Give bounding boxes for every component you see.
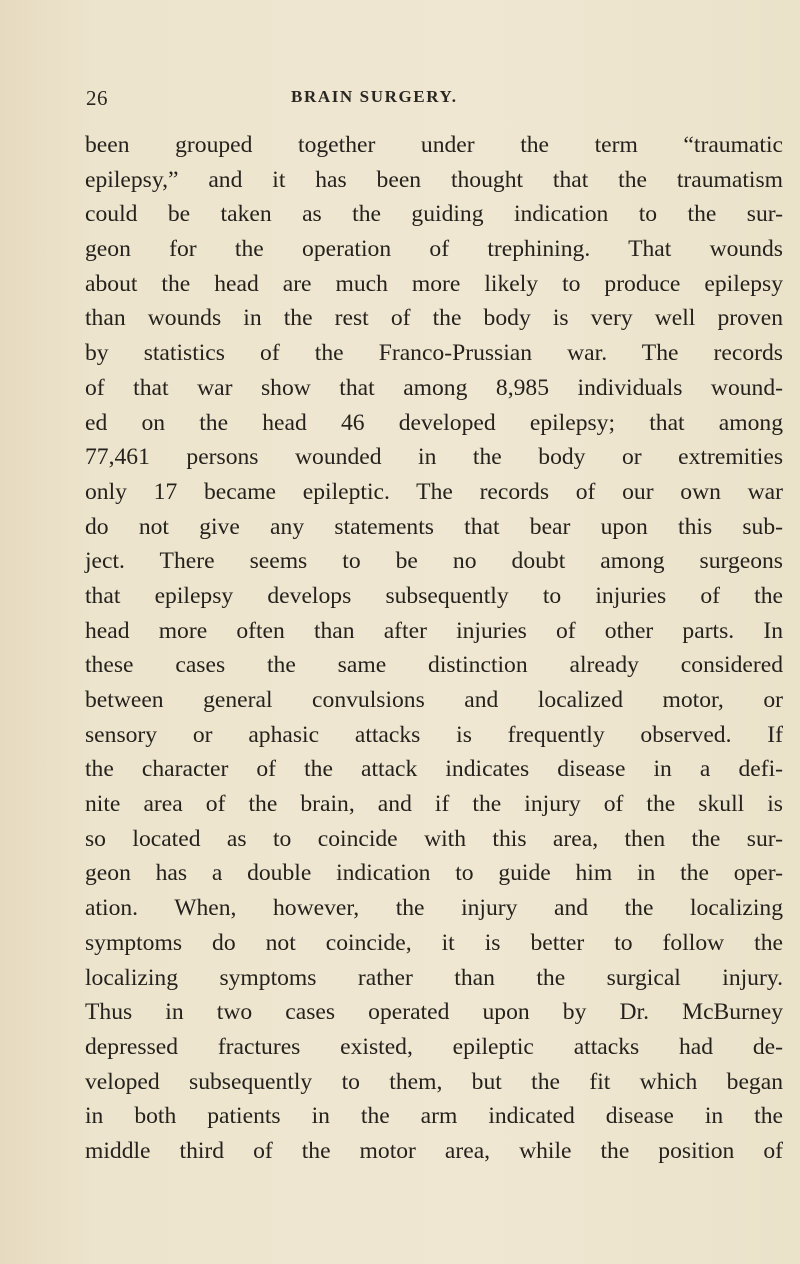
running-head xyxy=(86,86,786,110)
text-line: middle third of the motor area, while the position of xyxy=(85,1137,783,1164)
text-line: nite area of the brain, and if the injury of the skull is xyxy=(85,791,783,818)
text-line: been grouped together under the term “traumatic xyxy=(85,132,783,158)
text-line: 77,461 persons wounded in the body or extremities xyxy=(85,444,783,471)
text-line: only 17 became epileptic. The records of our own war xyxy=(85,478,783,505)
text-line: ation. When, however, the injury and the localizing xyxy=(85,895,783,922)
text-line: epilepsy,” and it has been thought that the traumatism xyxy=(85,166,783,193)
text-line: by statistics of the Franco-Prussian war. The records xyxy=(85,340,783,367)
running-title: BRAIN SURGERY. xyxy=(291,87,458,106)
text-line: these cases the same distinction already considered xyxy=(85,652,783,679)
text-line: than wounds in the rest of the body is very well proven xyxy=(85,305,783,332)
text-line: between general convulsions and localized motor, or xyxy=(85,687,783,713)
text-line: the character of the attack indicates disease in a defi- xyxy=(85,756,783,783)
text-line: could be taken as the guiding indication to the sur- xyxy=(85,201,783,228)
text-line: do not give any statements that bear upon this sub- xyxy=(85,513,783,540)
text-line: localizing symptoms rather than the surgical injury. xyxy=(85,964,783,991)
text-line: head more often than after injuries of other parts. In xyxy=(85,617,783,644)
text-line: symptoms do not coincide, it is better to follow the xyxy=(85,929,783,956)
text-line: ed on the head 46 developed epilepsy; that among xyxy=(85,409,783,436)
text-line: that epilepsy develops subsequently to injuries of the xyxy=(85,582,783,609)
text-line: Thus in two cases operated upon by Dr. McBurney xyxy=(85,999,783,1026)
text-line: about the head are much more likely to produce epilepsy xyxy=(85,270,783,297)
text-line: in both patients in the arm indicated disease in the xyxy=(85,1103,783,1130)
text-line: of that war show that among 8,985 individuals wound- xyxy=(85,374,783,401)
page-number: 26 xyxy=(86,86,108,110)
body-text xyxy=(85,128,783,1169)
text-line: sensory or aphasic attacks is frequently observed. If xyxy=(85,721,783,748)
text-line: depressed fractures existed, epileptic attacks had de- xyxy=(85,1033,783,1060)
text-line: ject. There seems to be no doubt among surgeons xyxy=(85,548,783,575)
text-line: geon has a double indication to guide him in the oper- xyxy=(85,860,783,887)
text-line: geon for the operation of trephining. That wounds xyxy=(85,236,783,263)
text-line: so located as to coincide with this area, then the sur- xyxy=(85,825,783,852)
text-line: veloped subsequently to them, but the fit which began xyxy=(85,1068,783,1095)
